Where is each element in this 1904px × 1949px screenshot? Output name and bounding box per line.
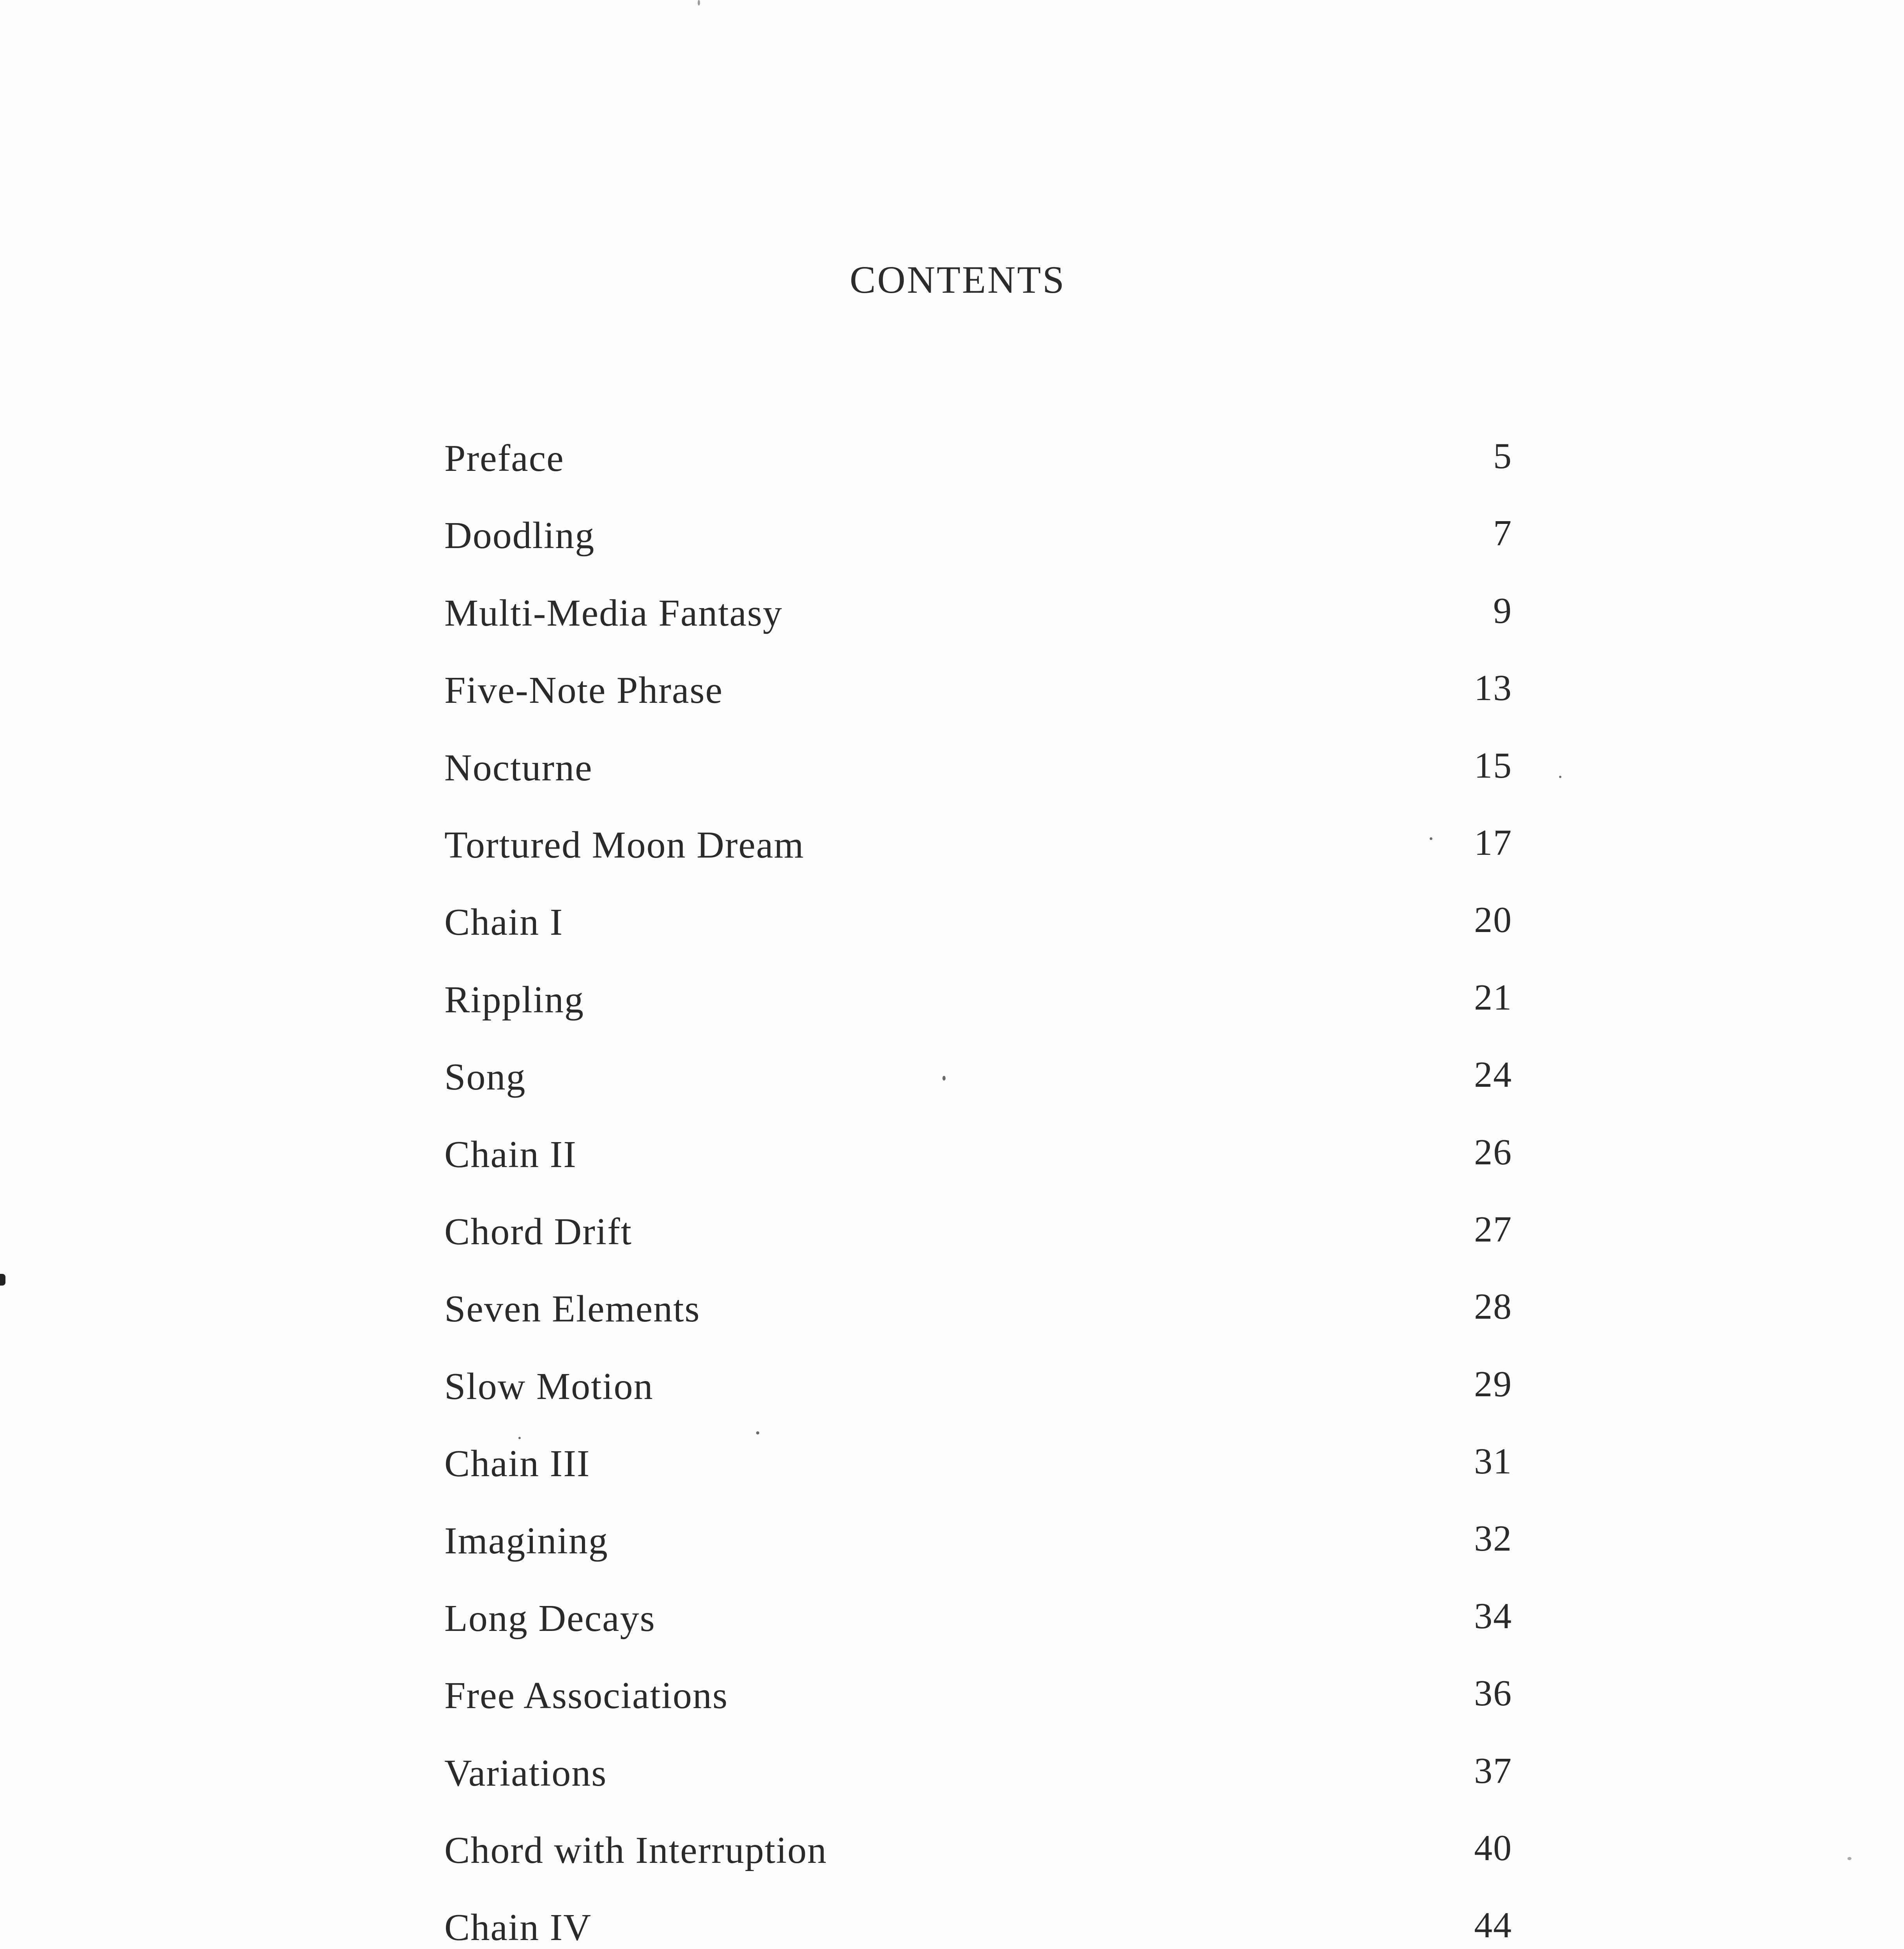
toc-entry-page: 31 <box>1474 1441 1512 1482</box>
toc-entry <box>444 978 1512 1055</box>
toc-entry <box>444 746 1512 823</box>
toc-entry <box>444 1906 1512 1949</box>
toc-entry <box>444 1055 1512 1132</box>
toc-entry-page: 20 <box>1474 900 1512 941</box>
toc-entry <box>444 823 1512 900</box>
toc-entry-title: Tortured Moon Dream <box>444 824 804 866</box>
toc-entry-page: 24 <box>1474 1054 1512 1095</box>
scan-speck <box>1559 776 1561 778</box>
page-title: CONTENTS <box>850 258 1066 301</box>
toc-entry <box>444 514 1512 591</box>
scan-speck <box>1430 837 1432 840</box>
toc-entry <box>444 1597 1512 1674</box>
toc-entry-title: Chord Drift <box>444 1210 632 1253</box>
toc-entry <box>444 1442 1512 1519</box>
toc-entry-title: Chain I <box>444 901 564 944</box>
toc-entry-title: Chain IV <box>444 1907 592 1949</box>
toc-entry-page: 37 <box>1474 1750 1512 1791</box>
toc-entry-title: Doodling <box>444 515 595 557</box>
toc-entry <box>444 1287 1512 1364</box>
scan-speck <box>518 1437 521 1439</box>
toc-entry <box>444 1210 1512 1287</box>
toc-entry-page: 17 <box>1474 822 1512 863</box>
toc-entry <box>444 669 1512 746</box>
toc-entry-page: 34 <box>1474 1595 1512 1636</box>
toc-entry-page: 27 <box>1474 1209 1512 1250</box>
toc-entry-page: 36 <box>1474 1673 1512 1714</box>
toc-entry-page: 28 <box>1474 1286 1512 1327</box>
toc-entry-page: 9 <box>1493 590 1512 631</box>
toc-entry-page: 40 <box>1474 1828 1512 1869</box>
scan-speck <box>1847 1857 1851 1860</box>
scan-speck <box>698 0 700 5</box>
table-of-contents <box>444 437 1512 1949</box>
toc-entry-title: Multi-Media Fantasy <box>444 592 783 634</box>
toc-entry-title: Long Decays <box>444 1597 656 1639</box>
toc-entry-page: 32 <box>1474 1518 1512 1559</box>
toc-entry <box>444 1751 1512 1829</box>
toc-entry-page: 29 <box>1474 1364 1512 1404</box>
toc-entry-page: 26 <box>1474 1132 1512 1173</box>
scan-edge-mark <box>0 1274 5 1286</box>
toc-entry <box>444 1674 1512 1751</box>
toc-entry-title: Song <box>444 1056 526 1098</box>
toc-entry-title: Free Associations <box>444 1675 728 1717</box>
toc-entry <box>444 1365 1512 1442</box>
toc-entry-page: 21 <box>1474 977 1512 1018</box>
toc-entry-page: 5 <box>1493 436 1512 476</box>
scan-speck <box>756 1431 759 1434</box>
toc-entry <box>444 1519 1512 1596</box>
toc-entry-title: Seven Elements <box>444 1288 700 1330</box>
toc-entry-title: Imagining <box>444 1520 608 1562</box>
toc-entry-title: Slow Motion <box>444 1365 654 1408</box>
toc-entry-page: 15 <box>1474 745 1512 786</box>
toc-entry-page: 13 <box>1474 668 1512 709</box>
toc-entry-title: Rippling <box>444 978 585 1021</box>
toc-entry <box>444 900 1512 978</box>
toc-entry-title: Chain II <box>444 1133 577 1176</box>
scan-speck <box>942 1076 946 1081</box>
toc-entry-page: 44 <box>1474 1905 1512 1946</box>
toc-entry-title: Chord with Interruption <box>444 1829 827 1872</box>
toc-entry-title: Preface <box>444 437 564 479</box>
toc-entry-title: Variations <box>444 1752 607 1794</box>
toc-entry-title: Five-Note Phrase <box>444 669 723 712</box>
toc-entry-page: 7 <box>1493 513 1512 554</box>
toc-entry <box>444 1133 1512 1210</box>
toc-entry <box>444 1829 1512 1906</box>
toc-entry-title: Nocturne <box>444 746 593 789</box>
toc-entry-title: Chain III <box>444 1443 590 1485</box>
toc-entry <box>444 437 1512 514</box>
toc-entry <box>444 591 1512 669</box>
